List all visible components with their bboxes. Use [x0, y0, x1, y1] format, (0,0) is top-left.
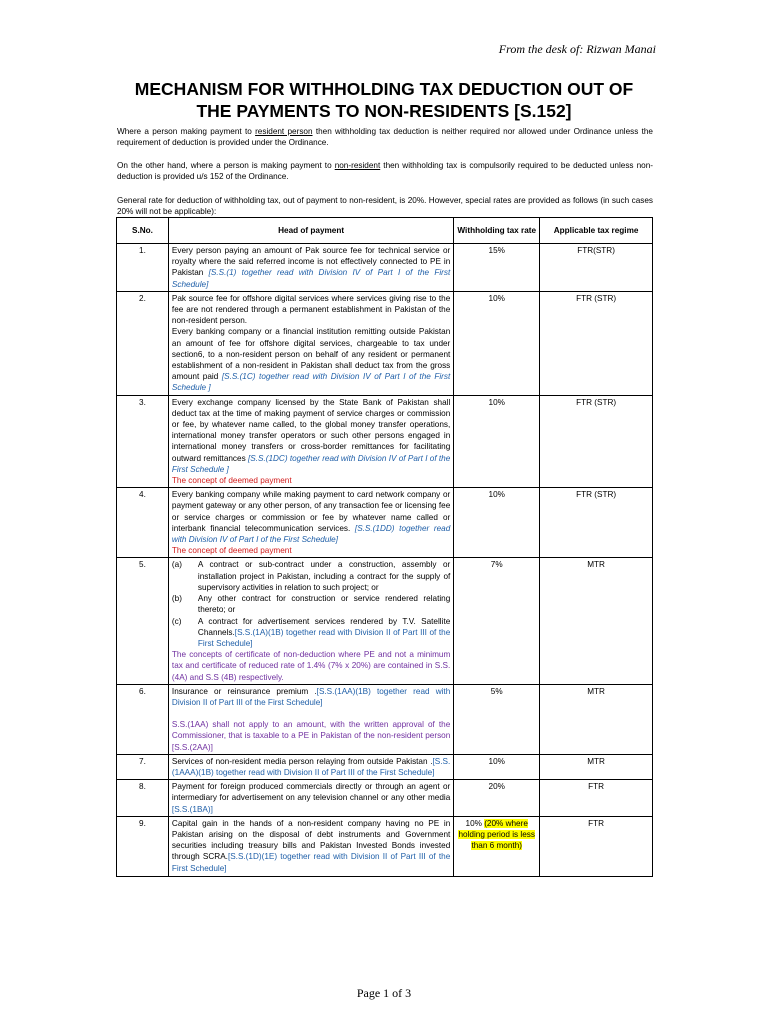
row-head [168, 291, 453, 395]
row-rate: 10% [454, 395, 540, 488]
header-withholding-rate: Withholding tax rate [454, 218, 540, 244]
row-regime: FTR [540, 816, 653, 876]
row-sno: 8. [117, 780, 169, 817]
row-regime: FTR(STR) [540, 244, 653, 292]
row-reference: [S.S.(1DC) together read with Division IV of Part I of the First Schedule ] [171, 453, 451, 474]
row-note: The concept of deemed payment [171, 546, 292, 556]
row-sno: 6. [117, 684, 169, 754]
row-head [168, 244, 453, 292]
row-regime: FTR (STR) [540, 395, 653, 488]
row-sno: 4. [117, 488, 169, 558]
table-row [117, 291, 653, 395]
row-reference: [S.S.(1) together read with Division IV of Part I of the First Schedule] [171, 268, 451, 289]
header-head-of-payment: Head of payment [168, 218, 453, 244]
row-reference: [S.S.(1D)(1E) together read with Division II of Part III of the First Schedule] [171, 852, 451, 873]
row-text: Services of non-resident media person relaying from outside Pakistan . [171, 756, 433, 766]
row-text-block [172, 397, 450, 475]
row-sno: 2. [117, 291, 169, 395]
row-regime: FTR [540, 780, 653, 817]
row-sno: 5. [117, 558, 169, 684]
title-line-2: THE PAYMENTS TO NON-RESIDENTS [S.152] [196, 101, 572, 121]
row-note-reference: [S.S.(2AA)] [171, 742, 213, 752]
row-note: The concept of deemed payment [171, 476, 292, 486]
row-rate [454, 816, 540, 876]
row-note-text: S.S.(1AA) shall not apply to an amount, with the written approval of the Commissioner, that is taxable to a PE in Pakistan of the non-resident person [171, 720, 451, 741]
intro-p2-text-b: then withholding tax is compulsorily required to be deducted unless non-deduction is provided u/s 152 of the Ordinance. [117, 161, 653, 182]
row-rate: 10% [454, 488, 540, 558]
intro-paragraph-1 [117, 126, 653, 149]
row-rate: 7% [454, 558, 540, 684]
row-sno: 9. [117, 816, 169, 876]
intro-p2-text-a: On the other hand, where a person is making payment to [117, 161, 335, 170]
row-regime: MTR [540, 684, 653, 754]
intro-p2-underlined: non-resident [334, 161, 381, 170]
row-rate: 15% [454, 244, 540, 292]
row-regime: FTR (STR) [540, 291, 653, 395]
row-head [168, 780, 453, 817]
table-row [117, 395, 653, 488]
row-text: Payment for foreign produced commercials directly or through an agent or intermediary for advertisement on any television channel or any other media [171, 782, 451, 803]
table-row [117, 244, 653, 292]
row-rate-value: 10% [465, 818, 485, 828]
table-row [117, 754, 653, 779]
sub-item-text [198, 616, 450, 650]
header-sno: S.No. [117, 218, 169, 244]
row-text: Pak source fee for offshore digital services where services giving rise to the fee are not rendered through a permanent establishment in Pakistan of the non-resident person. [171, 293, 451, 326]
row-head [168, 488, 453, 558]
row-reference: [S.S.(1DD) together read with Division IV of Part I of the First Schedule] [171, 523, 451, 545]
row-reference: [S.S.(1AAA)(1B) together read with Division II of Part III of the First Schedule] [171, 756, 451, 777]
page-number: Page 1 of 3 [356, 986, 412, 1000]
table-row [117, 780, 653, 817]
sub-item [172, 559, 450, 593]
row-text: Capital gain in the hands of a non-resident company having no PE in Pakistan arising on the disposal of debt instruments and Government securities including treasury bills and Pakistan Invested Bonds invested through SCRA. [171, 818, 451, 862]
row-text-2: Every banking company or a financial institution remitting outside Pakistan an amount of fee for offshore digital services, chargeable to tax under section6, to a non-resident person on behalf of any resident or permanent establishment of a non-resident in Pakistan shall deduct tax from the gross amount paid [171, 327, 451, 382]
spacer [172, 708, 450, 719]
row-regime: FTR (STR) [540, 488, 653, 558]
row-rate: 5% [454, 684, 540, 754]
intro-p1-text-a: Where a person making payment to [117, 127, 256, 136]
row-sno: 7. [117, 754, 169, 779]
sub-item [172, 616, 450, 650]
row-rate-highlight: (20% where holding period is less than 6 month) [458, 818, 535, 851]
row-reference: [S.S.(1C) together read with Division IV of Part I of the First Schedule ] [171, 372, 451, 393]
sub-item [172, 593, 450, 615]
row-text: Insurance or reinsurance premium . [171, 686, 317, 696]
row-text-block [172, 686, 450, 708]
row-note [172, 719, 450, 753]
table-row [117, 684, 653, 754]
withholding-tax-table [116, 217, 653, 877]
row-reference: [S.S.(1AA)(1B) together read with Division II of Part III of the First Schedule] [171, 686, 451, 707]
row-text: Every banking company while making payment to card network company or payment gateway or any other person, of any transaction fee or licensing fee or service charges or commission or fee by whatever name called or interbank financial telecommunication services. [171, 490, 451, 533]
row-text: Every person paying an amount of Pak source fee for technical service or royalty where the said referred income is not effectively connected to PE in Pakistan [171, 246, 451, 278]
row-rate: 10% [454, 291, 540, 395]
row-regime: MTR [540, 558, 653, 684]
row-head [168, 816, 453, 876]
row-text-continued [172, 326, 450, 393]
row-text-block [172, 489, 450, 545]
row-head [168, 684, 453, 754]
table-row [117, 816, 653, 876]
intro-paragraph-3: General rate for deduction of withholding tax, out of payment to non-resident, is 20%. However, special rates are provided as follows (in such cases 20% will not be applicable): [117, 196, 653, 217]
sub-item-label: (c) [171, 616, 182, 626]
sub-item-text-main: A contract for advertisement services rendered by T.V. Satellite Channels. [197, 616, 451, 637]
row-text: Every exchange company licensed by the State Bank of Pakistan shall deduct tax at the time of making payment of service charges or commission or fee, by whatever name called, to the global money transfer operations, international money transfer operators or such other persons engaged in international money transfers or cross-border remittances for facilitating outward remittances [171, 397, 451, 463]
row-head [168, 558, 453, 684]
row-regime: MTR [540, 754, 653, 779]
row-head [168, 754, 453, 779]
row-note: The concepts of certificate of non-deduction where PE and not a minimum tax and certificate of reduced rate of 1.4% (7% x 20%) are contained in S.S.(4A) and S.S (4B) respectively. [171, 650, 451, 682]
sub-item-text: A contract or sub-contract under a construction, assembly or installation project in Pakistan, including a contract for the supply of supervisory activities in relation to such project; or [197, 560, 451, 592]
intro-p1-underlined: resident person [255, 127, 313, 136]
desk-attribution: From the desk of: Rizwan Manai [498, 42, 656, 56]
row-sno: 3. [117, 395, 169, 488]
sub-item-label: (a) [171, 560, 182, 570]
row-head [168, 395, 453, 488]
header-tax-regime: Applicable tax regime [540, 218, 653, 244]
table-row [117, 488, 653, 558]
row-rate: 10% [454, 754, 540, 779]
sub-item-text: Any other contract for construction or service rendered relating thereto; or [197, 594, 451, 615]
intro-paragraph-2 [117, 160, 653, 183]
title-line-1: MECHANISM FOR WITHHOLDING TAX DEDUCTION OUT OF [134, 79, 634, 99]
row-sno: 1. [117, 244, 169, 292]
row-reference: [S.S.(1A)(1B) together read with Division II of Part III of the First Schedule] [197, 627, 451, 648]
row-reference: [S.S.(1BA)] [171, 804, 213, 814]
table-header-row [117, 218, 653, 244]
page-title [0, 78, 768, 122]
intro-p1-text-b: then withholding tax deduction is neither required nor allowed under Ordinance unless the requirement of deduction is provided under the Ordinance. [117, 127, 653, 148]
sub-item-label: (b) [171, 594, 182, 604]
table-row [117, 558, 653, 684]
row-rate: 20% [454, 780, 540, 817]
